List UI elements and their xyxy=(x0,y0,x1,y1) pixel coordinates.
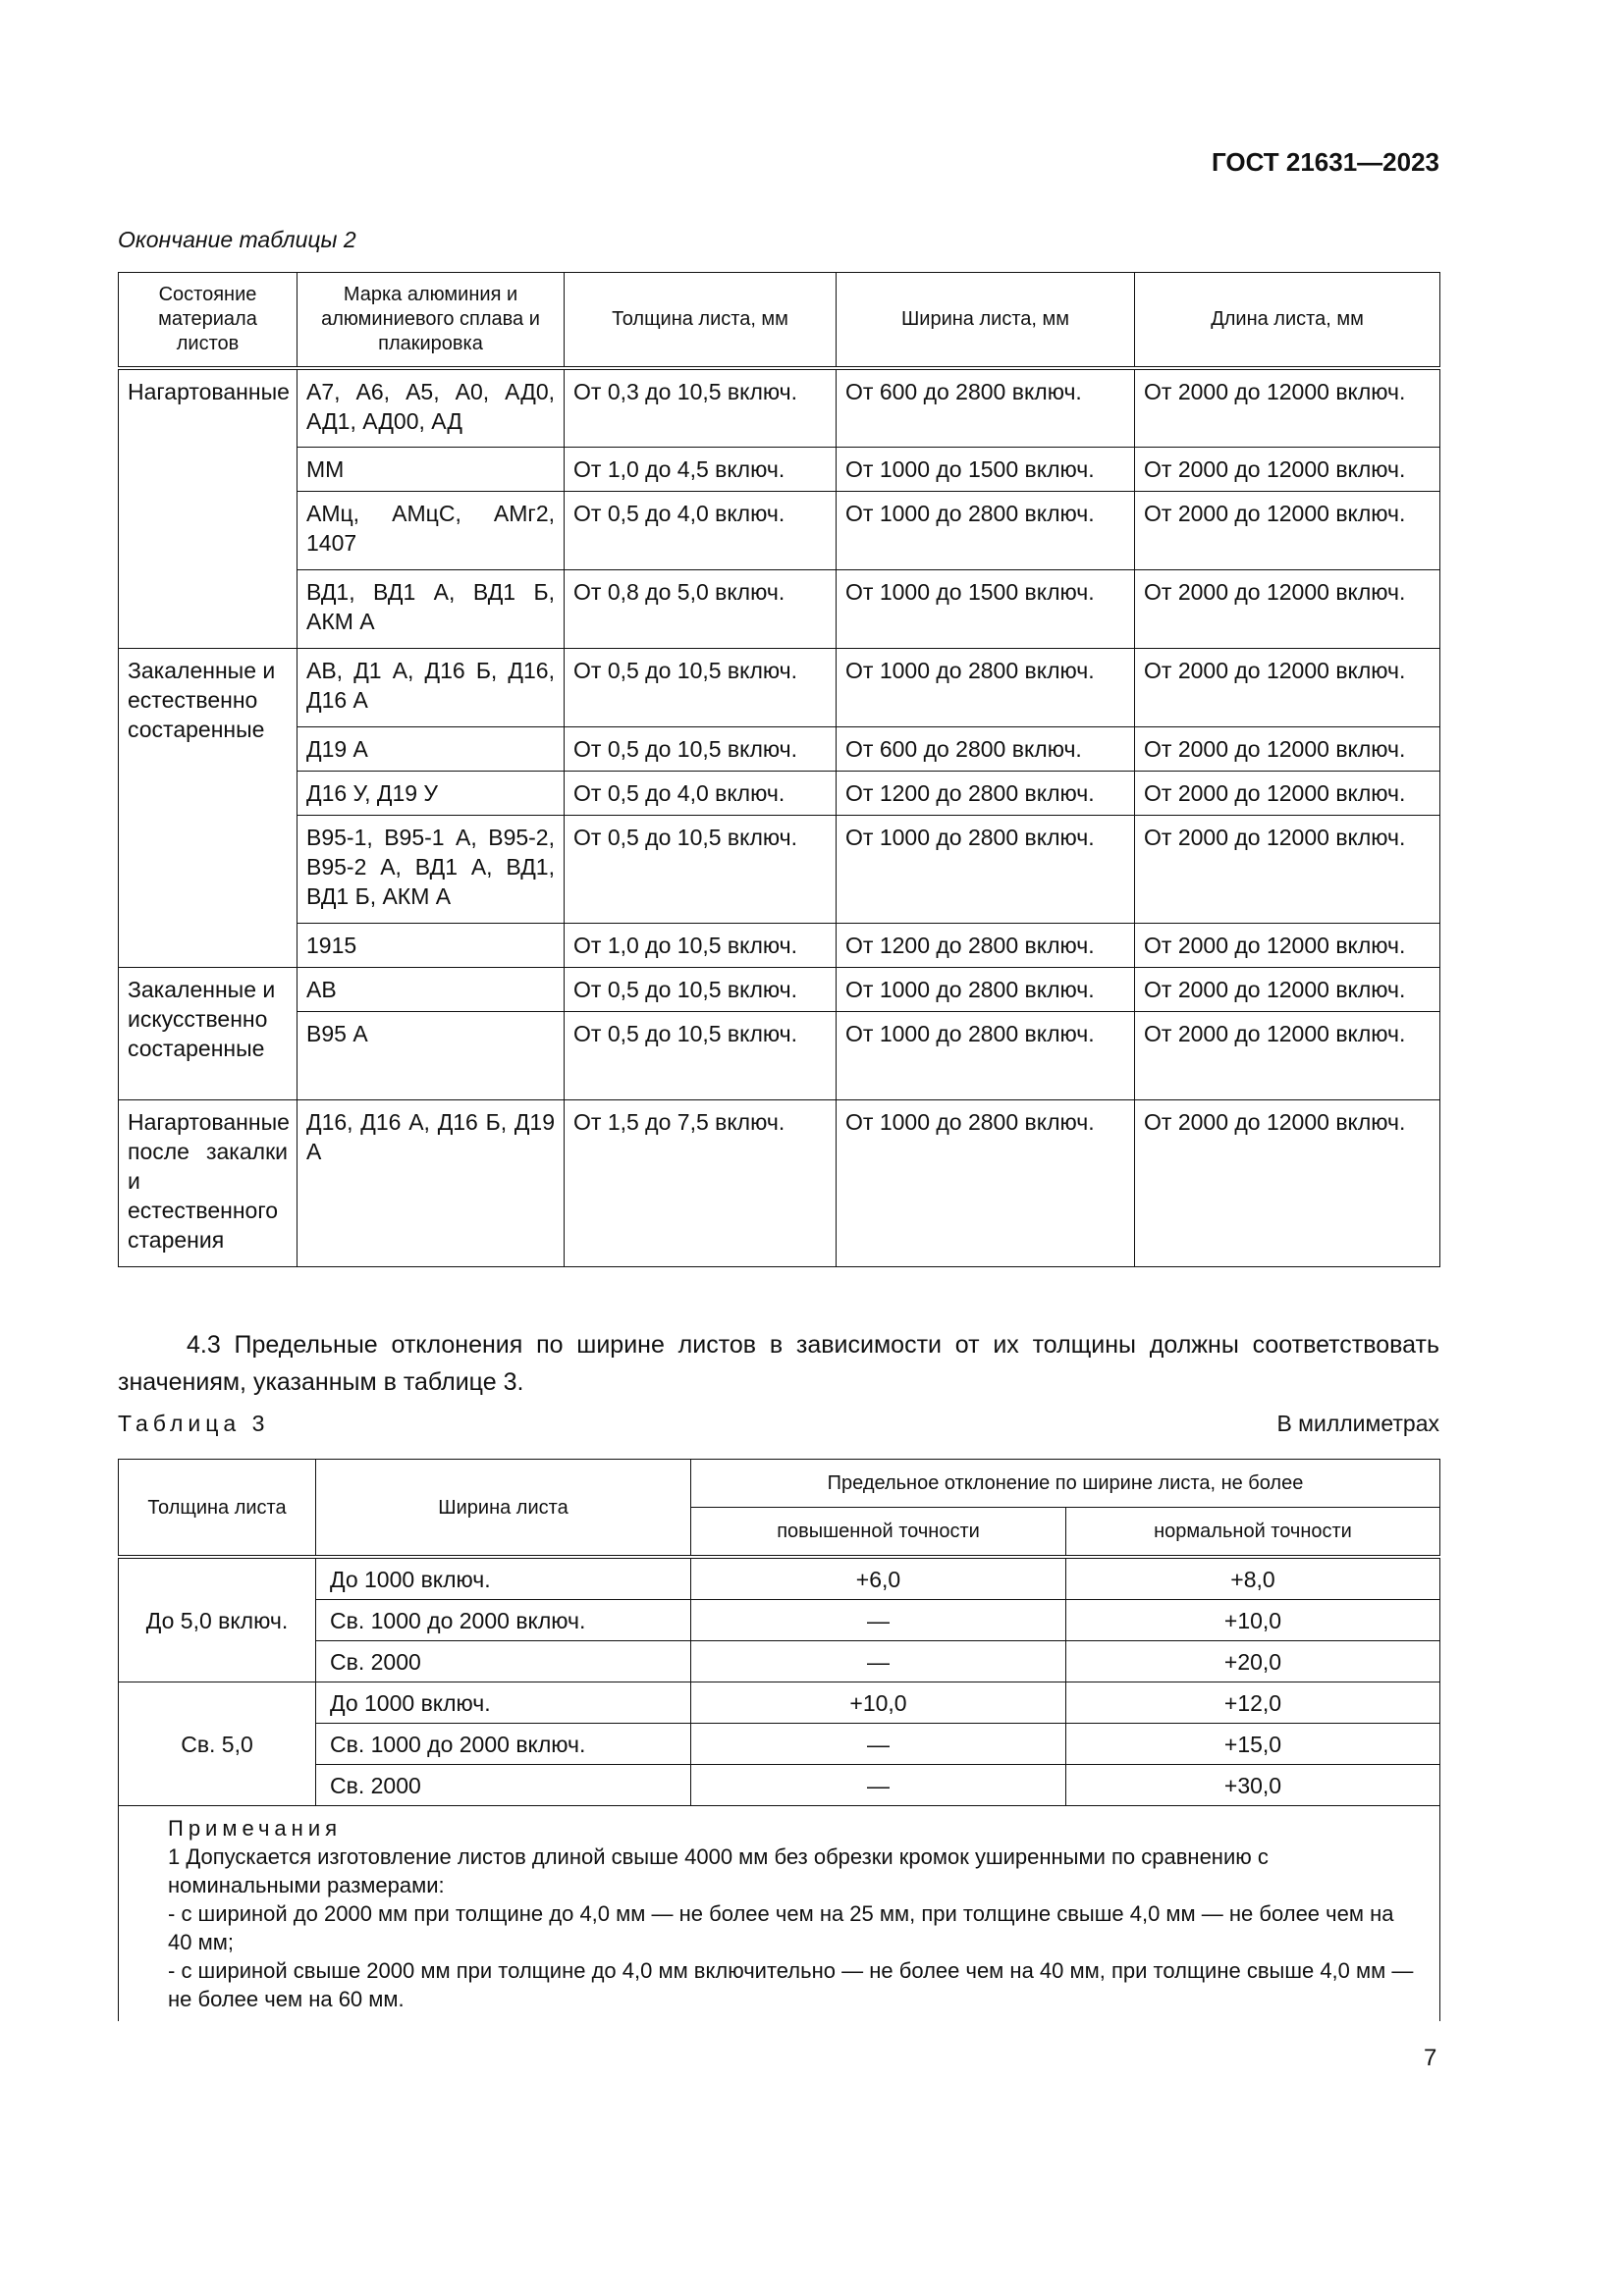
high-cell: — xyxy=(691,1724,1066,1765)
table3-notes xyxy=(119,1806,1440,2022)
thickness-cell: От 0,8 до 5,0 включ. xyxy=(565,569,837,648)
width-cell: До 1000 включ. xyxy=(316,1557,691,1600)
thickness-cell: От 0,5 до 10,5 включ. xyxy=(565,815,837,923)
length-cell: От 2000 до 12000 включ. xyxy=(1135,771,1440,815)
thickness-cell: От 0,5 до 10,5 включ. xyxy=(565,648,837,726)
table3-caption-row xyxy=(118,1411,1439,1437)
thickness-cell: От 0,5 до 4,0 включ. xyxy=(565,771,837,815)
table3-col-thickness: Толщина листа xyxy=(119,1460,316,1558)
grade-cell: В95-1, В95-1 А, В95-2, В95-2 А, ВД1 А, ВД1, ВД1 Б, АКМ А xyxy=(298,815,565,923)
high-cell: — xyxy=(691,1641,1066,1682)
grade-cell: АМц, АМцС, АМг2, 1407 xyxy=(298,491,565,569)
normal-cell: +8,0 xyxy=(1066,1557,1440,1600)
length-cell: От 2000 до 12000 включ. xyxy=(1135,491,1440,569)
length-cell: От 2000 до 12000 включ. xyxy=(1135,726,1440,771)
table-row xyxy=(119,569,1440,648)
table2-col-state: Состояние материала листов xyxy=(119,273,298,369)
table3-col-width: Ширина листа xyxy=(316,1460,691,1558)
note-item-2: - с шириной свыше 2000 мм при толщине до 4,0 мм включительно — не более чем на 40 мм, при толщине свыше 4,0 мм — не более чем на 60 мм. xyxy=(168,1958,1414,2011)
table-2 xyxy=(118,272,1440,1267)
length-cell: От 2000 до 12000 включ. xyxy=(1135,368,1440,447)
table-row xyxy=(119,491,1440,569)
high-cell: +10,0 xyxy=(691,1682,1066,1724)
normal-cell: +30,0 xyxy=(1066,1765,1440,1806)
width-cell: От 1000 до 2800 включ. xyxy=(837,648,1135,726)
thickness-group-cell: До 5,0 включ. xyxy=(119,1557,316,1682)
length-cell: От 2000 до 12000 включ. xyxy=(1135,1011,1440,1099)
table-row xyxy=(119,368,1440,447)
table3-notes-row xyxy=(119,1806,1440,2022)
grade-cell: Д16, Д16 А, Д16 Б, Д19 А xyxy=(298,1099,565,1266)
table-row xyxy=(119,967,1440,1011)
length-cell: От 2000 до 12000 включ. xyxy=(1135,1099,1440,1266)
length-cell: От 2000 до 12000 включ. xyxy=(1135,967,1440,1011)
normal-cell: +10,0 xyxy=(1066,1600,1440,1641)
width-cell: От 1000 до 2800 включ. xyxy=(837,491,1135,569)
width-cell: От 600 до 2800 включ. xyxy=(837,726,1135,771)
table-row xyxy=(119,815,1440,923)
state-cell: Закаленные и естественно состаренные xyxy=(119,648,298,967)
table3-header-row xyxy=(119,1460,1440,1508)
note-1-text: 1 Допускается изготовление листов длиной свыше 4000 мм без обрезки кромок уширенными по сравнению с номинальными размерами: xyxy=(168,1844,1269,1897)
grade-cell: В95 А xyxy=(298,1011,565,1099)
table3-units: В миллиметрах xyxy=(1276,1411,1439,1436)
thickness-cell: От 0,5 до 10,5 включ. xyxy=(565,726,837,771)
normal-cell: +12,0 xyxy=(1066,1682,1440,1724)
width-cell: От 1000 до 2800 включ. xyxy=(837,1099,1135,1266)
notes-title: Примечания xyxy=(168,1816,343,1841)
page-number: 7 xyxy=(1424,2045,1437,2071)
table-row xyxy=(119,648,1440,726)
width-cell: От 1000 до 2800 включ. xyxy=(837,1011,1135,1099)
table2-caption: Окончание таблицы 2 xyxy=(118,227,356,252)
grade-cell: Д16 У, Д19 У xyxy=(298,771,565,815)
width-cell: Св. 1000 до 2000 включ. xyxy=(316,1724,691,1765)
length-cell: От 2000 до 12000 включ. xyxy=(1135,648,1440,726)
grade-cell: 1915 xyxy=(298,923,565,967)
document-number: ГОСТ 21631—2023 xyxy=(1212,147,1439,177)
length-cell: От 2000 до 12000 включ. xyxy=(1135,815,1440,923)
thickness-cell: От 0,3 до 10,5 включ. xyxy=(565,368,837,447)
width-cell: От 1200 до 2800 включ. xyxy=(837,923,1135,967)
length-cell: От 2000 до 12000 включ. xyxy=(1135,447,1440,491)
table2-col-grade: Марка алюминия и алюминиевого сплава и плакировка xyxy=(298,273,565,369)
table-row xyxy=(119,1600,1440,1641)
width-cell: От 1000 до 1500 включ. xyxy=(837,447,1135,491)
grade-cell: АВ xyxy=(298,967,565,1011)
table-row xyxy=(119,771,1440,815)
table-row xyxy=(119,1011,1440,1099)
note-1 xyxy=(168,1842,1422,1899)
width-cell: Св. 1000 до 2000 включ. xyxy=(316,1600,691,1641)
table-row xyxy=(119,726,1440,771)
width-cell: От 1000 до 1500 включ. xyxy=(837,569,1135,648)
width-cell: От 1000 до 2800 включ. xyxy=(837,967,1135,1011)
table-row xyxy=(119,1099,1440,1266)
thickness-cell: От 0,5 до 10,5 включ. xyxy=(565,967,837,1011)
table2-col-thickness: Толщина листа, мм xyxy=(565,273,837,369)
table2-col-width: Ширина листа, мм xyxy=(837,273,1135,369)
state-cell: Нагартованные после закалки и естественного старения xyxy=(119,1099,298,1266)
note-item-1: - с шириной до 2000 мм при толщине до 4,0 мм — не более чем на 25 мм, при толщине свыше 4,0 мм — не более чем на 40 мм; xyxy=(168,1901,1394,1954)
grade-cell: А7, А6, А5, А0, АД0, АД1, АД00, АД xyxy=(298,368,565,447)
thickness-cell: От 1,0 до 10,5 включ. xyxy=(565,923,837,967)
width-cell: От 1200 до 2800 включ. xyxy=(837,771,1135,815)
length-cell: От 2000 до 12000 включ. xyxy=(1135,923,1440,967)
high-cell: +6,0 xyxy=(691,1557,1066,1600)
table-row xyxy=(119,447,1440,491)
table-row xyxy=(119,1765,1440,1806)
thickness-cell: От 0,5 до 10,5 включ. xyxy=(565,1011,837,1099)
high-cell: — xyxy=(691,1765,1066,1806)
table-3 xyxy=(118,1459,1440,2021)
thickness-cell: От 1,5 до 7,5 включ. xyxy=(565,1099,837,1266)
table-row xyxy=(119,1557,1440,1600)
width-cell: Св. 2000 xyxy=(316,1765,691,1806)
table-row xyxy=(119,923,1440,967)
normal-cell: +20,0 xyxy=(1066,1641,1440,1682)
grade-cell: Д19 А xyxy=(298,726,565,771)
high-cell: — xyxy=(691,1600,1066,1641)
thickness-cell: От 0,5 до 4,0 включ. xyxy=(565,491,837,569)
grade-cell: ММ xyxy=(298,447,565,491)
table3-col-normal: нормальной точности xyxy=(1066,1508,1440,1558)
table3-title: Таблица 3 xyxy=(118,1411,270,1436)
width-cell: Св. 2000 xyxy=(316,1641,691,1682)
width-cell: До 1000 включ. xyxy=(316,1682,691,1724)
normal-cell: +15,0 xyxy=(1066,1724,1440,1765)
table-row xyxy=(119,1682,1440,1724)
table-row xyxy=(119,1641,1440,1682)
length-cell: От 2000 до 12000 включ. xyxy=(1135,569,1440,648)
state-cell: Нагартованные xyxy=(119,368,298,648)
table2-col-length: Длина листа, мм xyxy=(1135,273,1440,369)
width-cell: От 600 до 2800 включ. xyxy=(837,368,1135,447)
thickness-cell: От 1,0 до 4,5 включ. xyxy=(565,447,837,491)
grade-cell: АВ, Д1 А, Д16 Б, Д16, Д16 А xyxy=(298,648,565,726)
thickness-group-cell: Св. 5,0 xyxy=(119,1682,316,1806)
section-4-3-text: 4.3 Предельные отклонения по ширине листов в зависимости от их толщины должны соответствовать значениям, указанным в таблице 3. xyxy=(118,1331,1439,1396)
table2-header-row xyxy=(119,273,1440,369)
state-cell: Закаленные и искусственно состаренные xyxy=(119,967,298,1099)
table-row xyxy=(119,1724,1440,1765)
table3-col-high: повышенной точности xyxy=(691,1508,1066,1558)
width-cell: От 1000 до 2800 включ. xyxy=(837,815,1135,923)
grade-cell: ВД1, ВД1 А, ВД1 Б, АКМ А xyxy=(298,569,565,648)
table3-col-deviation: Предельное отклонение по ширине листа, не более xyxy=(691,1460,1440,1508)
